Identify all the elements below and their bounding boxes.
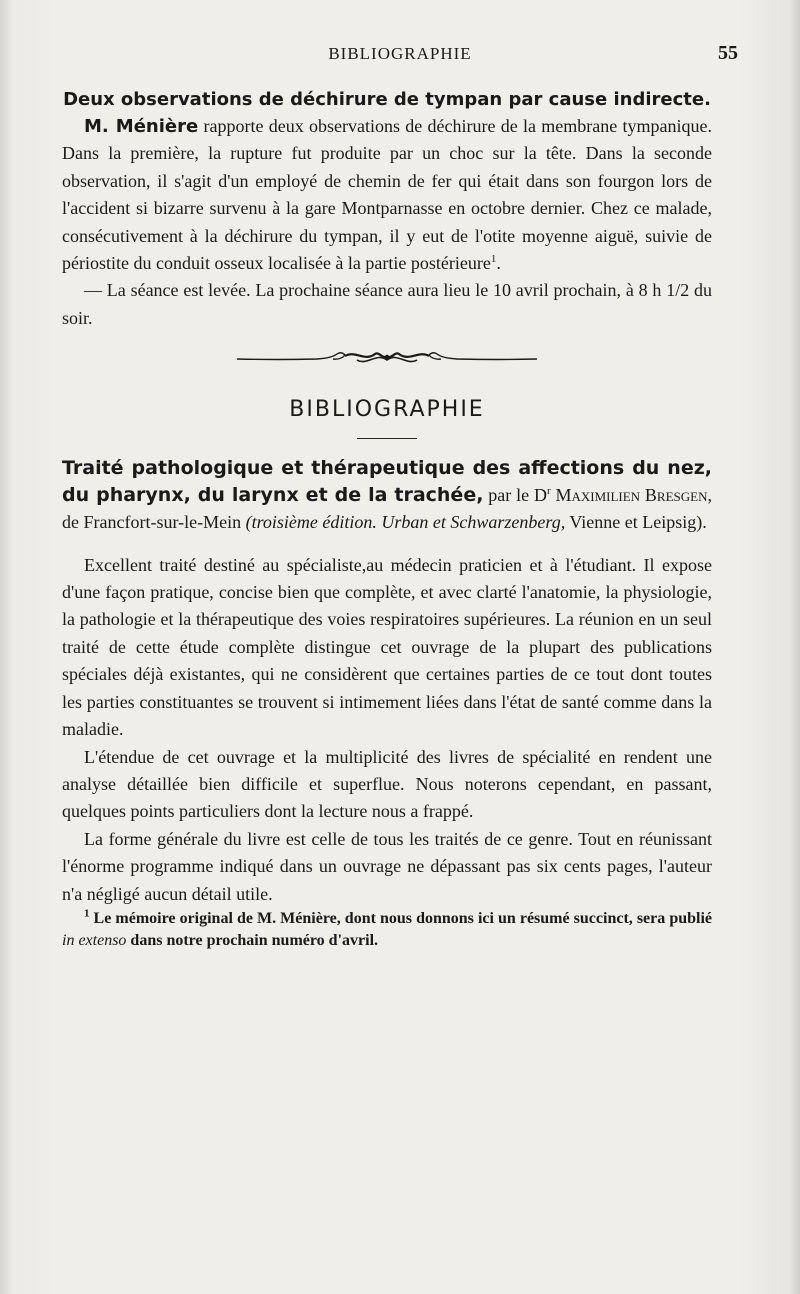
review (62, 552, 712, 908)
communication-title: Deux observations de déchirure de tympan par cause indirecte. (63, 89, 711, 110)
title-rule (357, 438, 417, 439)
book-place: , de Francfort-sur-le-Mein (62, 484, 712, 532)
book-dr-sup: r (546, 484, 551, 497)
running-head (62, 44, 738, 72)
book-title: Traité pathologique et thérapeutique des affections du nez, du pharynx, du larynx et de la trachée, (62, 456, 712, 506)
footnote-text-end: dans notre prochain numéro d'avril. (126, 931, 379, 949)
flourish-ornament-icon (237, 348, 537, 368)
page-number: 55 (718, 42, 738, 64)
book-reference (62, 455, 712, 536)
review-paragraph-2: L'étendue de cet ouvrage et la multiplicité des livres de spécialité en rendent une analyse détaillée bien difficile et superflue. Nous noterons cependant, en passant, quelques points particuliers dont la lecture nous a frappé. (62, 746, 712, 822)
book-cities: Vienne et Leipsig). (565, 511, 707, 532)
review-paragraph-3: La forme générale du livre est celle de tous les traités de ce genre. Tout en réunissant l'énorme programme indiqué dans un ouvrage ne dépassant pas six cents pages, l'auteur n'a négligé aucun détail utile. (62, 828, 712, 904)
communication-paragraph (62, 113, 712, 277)
footnote-mark: 1 (84, 907, 90, 920)
book-by: par le D (483, 484, 547, 505)
section-title: BIBLIOGRAPHIE (289, 397, 485, 423)
communication-text: rapporte deux observations de déchirure de la membrane tympanique. Dans la première, la rupture fut produite par un choc sur la tête. Dans la seconde observation, il s'agit d'un employé de chemin de fer qui était dans son fourgon lors de l'accident si bizarre survenu à la gare Montparnasse en octobre dernier. Chez ce malade, consécutivement à la déchirure du tympan, il y eut de l'otite moyenne aiguë, suivie de périostite du conduit osseux localisée à la partie postérieure (62, 116, 713, 274)
book-author: Maximilien Bresgen (550, 484, 708, 505)
footnote-text: Le mémoire original de M. Ménière, dont nous donnons ici un résumé succinct, sera publié (89, 909, 712, 927)
communication-text-end: . (496, 253, 501, 274)
footnote (62, 908, 712, 952)
review-paragraph-1: Excellent traité destiné au spécialiste,au médecin praticien et à l'étudiant. Il expose d'une façon pratique, concise bien que complète, et avec clarté l'anatomie, la physiologie, la pathologie et la thérapeutique des voies respiratoires supérieures. La réunion en un seul traité de cette étude complète distingue cet ouvrage de la plupart des publications spéciales déjà existantes, qui ne considèrent que certaines parties de ce tout dont toutes les parties constituantes se trouvent si intimement liées dans l'état de santé comme dans la maladie. (62, 554, 712, 740)
footnote-italic: in extenso (62, 931, 127, 949)
book-edition: (troisième édition. Urban et Schwarzenberg, (245, 511, 566, 532)
communication-author: M. Ménière (84, 116, 199, 137)
page-body (62, 86, 712, 952)
footnote-reference: 1 (490, 253, 497, 266)
running-title: BIBLIOGRAPHIE (328, 44, 472, 63)
closing-paragraph: — La séance est levée. La prochaine séance aura lieu le 10 avril prochain, à 8 h 1/2 du soir. (62, 280, 712, 328)
